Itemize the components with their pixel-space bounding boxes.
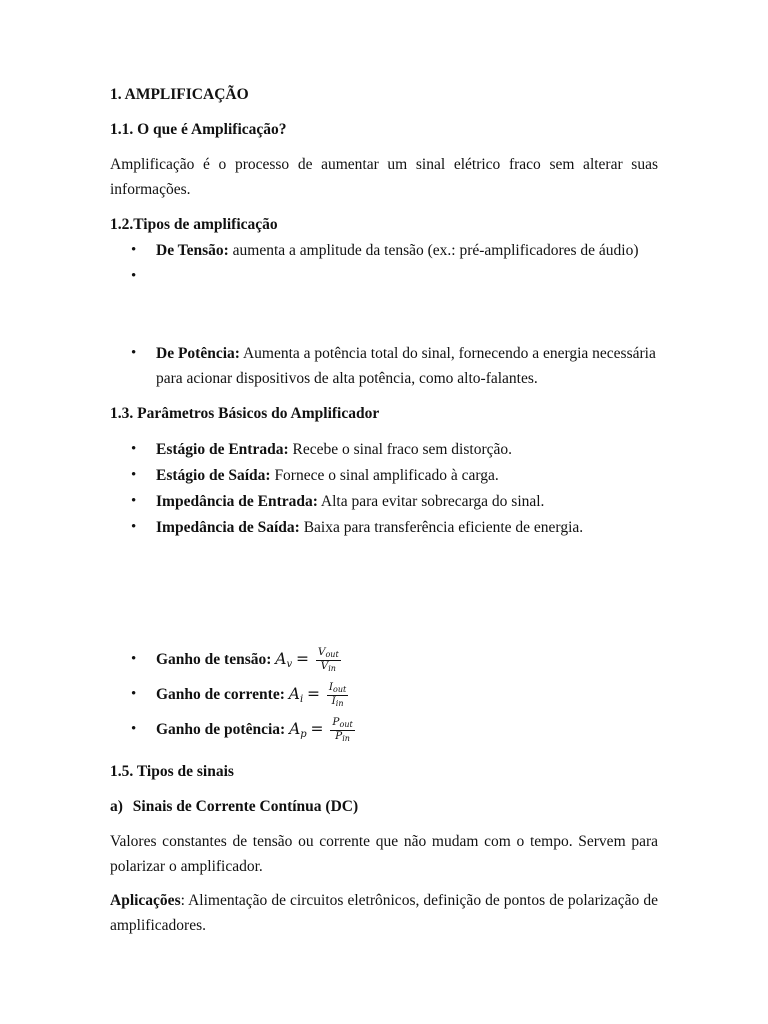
list-item-term: Estágio de Saída: [156,467,271,484]
list-item-impedancia-entrada [156,489,658,514]
gain-fraction: $\frac{\text{Iout}}{\text{Iin}}$ [328,680,347,708]
list-item-text: Alta para evitar sobrecarga do sinal. [317,493,545,510]
bullet: • [131,441,137,457]
heading-amplificacao: 1. AMPLIFICAÇÃO [110,86,249,103]
equals-sign: = [310,720,324,738]
list-item-text: Fornece o sinal amplificado à carga. [270,467,499,484]
list-item-term: Impedância de Entrada: [156,493,318,510]
bullet: • [131,345,137,361]
subsection-a-title [110,794,658,819]
section-1-1-paragraph: Amplificação é o processo de aumentar um sinal elétrico fraco sem alterar suas informações. [110,156,658,198]
bullet: • [131,467,137,483]
gain-symbol: $A_p$ [289,720,307,740]
bullet: • [131,686,137,702]
subsection-marker: a) [110,798,123,815]
bullet: • [131,519,137,535]
section-1-1-title: 1.1. O que é Amplificação? [110,121,287,138]
gain-term: Ganho de tensão: [156,651,272,668]
equals-sign: = [296,650,310,668]
gain-symbol: $A_v$ [275,650,293,670]
bullet: • [131,651,137,667]
list-item-text: Baixa para transferência eficiente de energia. [299,519,584,536]
list-item-text: Aumenta a potência total do sinal, fornecendo a energia necessária para acionar dispositivos de alta potência, como alto-falantes. [156,345,656,387]
bullet: • [131,242,137,258]
section-1-2-title: 1.2.Tipos de amplificação [110,216,278,233]
gain-fraction: $\frac{\text{Vout}}{\text{Vin}}$ [317,645,339,673]
gain-item-potencia [156,711,658,753]
list-item-estagio-saida [156,463,658,488]
list-item-estagio-entrada [156,437,658,462]
gain-term: Ganho de potência: [156,721,286,738]
gain-term: Ganho de corrente: [156,686,285,703]
bullet: • [131,721,137,737]
list-item-term: De Tensão: [156,242,229,259]
section-1-3-title: 1.3. Parâmetros Básicos do Amplificador [110,405,380,422]
subsection-title-text: Sinais de Corrente Contínua (DC) [132,798,359,815]
bullet: • [131,493,137,509]
applications-term: Aplicações [110,892,181,909]
list-item-tensao [156,238,658,263]
list-item-term: Estágio de Entrada: [156,441,289,458]
section-1-5-title: 1.5. Tipos de sinais [110,763,234,780]
gain-fraction: $\frac{\text{Pout}}{\text{Pin}}$ [332,715,353,743]
equals-sign: = [307,685,321,703]
list-item-term: De Potência: [156,345,240,362]
list-item-impedancia-saida [156,515,658,540]
list-item-term: Impedância de Saída: [156,519,300,536]
applications-text: : Alimentação de circuitos eletrônicos, definição de pontos de polarização de amplificadores. [110,892,658,934]
list-item-text: Recebe o sinal fraco sem distorção. [288,441,512,458]
bullet: • [131,268,137,284]
gain-symbol: $A_i$ [288,685,304,705]
section-1-5-paragraph: Valores constantes de tensão ou corrente que não mudam com o tempo. Servem para polarizar o amplificador. [110,833,658,875]
list-item-potencia [156,341,658,391]
applications-paragraph [110,888,658,938]
list-item-text: aumenta a amplitude da tensão (ex.: pré-amplificadores de áudio) [228,242,639,259]
